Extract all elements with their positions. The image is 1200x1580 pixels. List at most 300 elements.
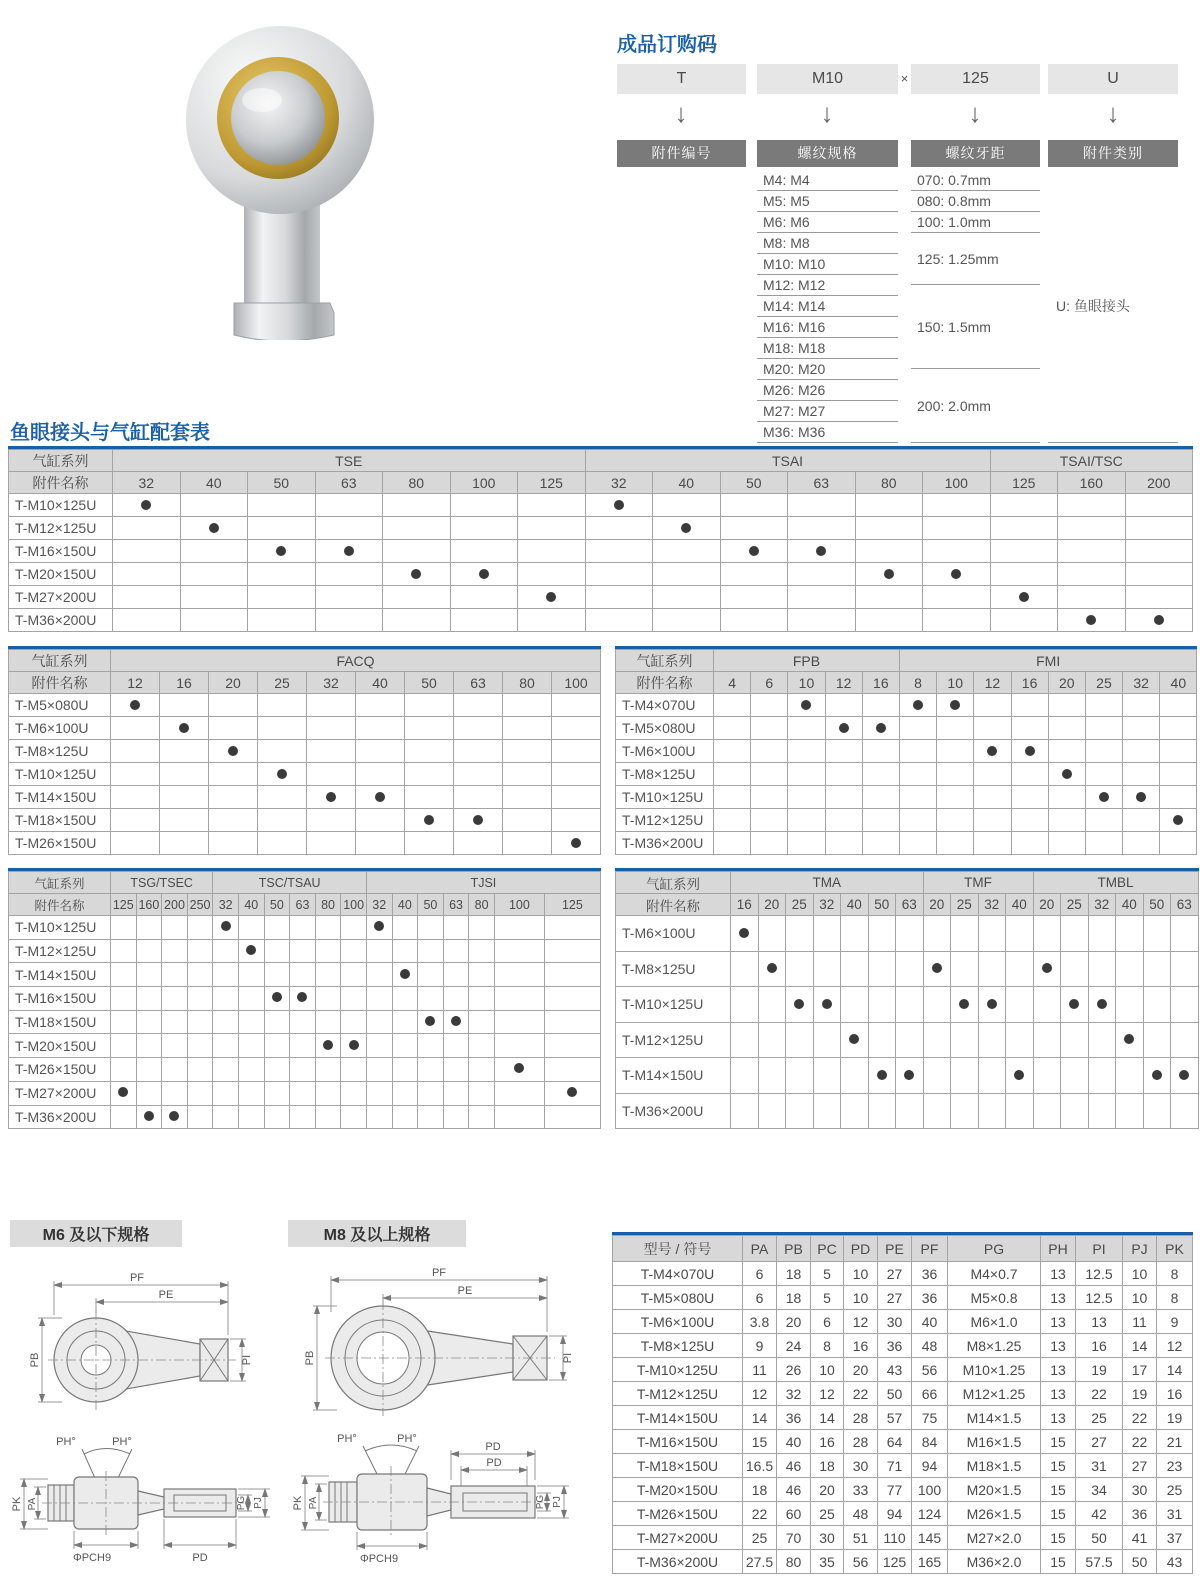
dimension-value: 56 (844, 1550, 878, 1574)
row-label: T-M10×125U (616, 987, 731, 1023)
matrix-cell (862, 717, 899, 740)
matrix-cell (160, 740, 209, 763)
matrix-cell (1125, 563, 1193, 586)
bore-size-header: 40 (356, 672, 405, 694)
matrix-cell (896, 1093, 924, 1129)
dimension-table (612, 1232, 1193, 1574)
compatibility-dot (130, 700, 140, 710)
matrix-cell (290, 939, 316, 963)
row-label: T-M18×150U (9, 809, 111, 832)
matrix-cell (315, 963, 341, 987)
bore-size-header: 125 (111, 894, 137, 916)
dimension-value: 36 (1123, 1502, 1157, 1526)
matrix-cell (136, 963, 162, 987)
matrix-cell (503, 740, 552, 763)
matrix-cell (136, 987, 162, 1011)
matrix-cell (264, 987, 290, 1011)
matrix-cell (160, 717, 209, 740)
bore-size-header: 40 (841, 894, 869, 916)
matrix-cell (1160, 832, 1197, 855)
table-row (616, 717, 1197, 740)
bore-size-header: 63 (290, 894, 316, 916)
dim-label: ΦPCH9 (359, 1553, 399, 1565)
matrix-cell (1171, 987, 1199, 1023)
matrix-cell (111, 809, 160, 832)
matrix-cell (1116, 916, 1144, 952)
table-row (9, 1081, 601, 1105)
bore-size-header: 50 (248, 472, 316, 494)
dimension-table-grid (612, 1235, 1193, 1574)
matrix-cell (951, 987, 979, 1023)
table-row (613, 1382, 1193, 1406)
bore-size-header: 32 (1088, 894, 1116, 916)
dim-label: PI (241, 1354, 253, 1366)
matrix-cell (923, 517, 991, 540)
compatibility-dot (425, 1016, 435, 1026)
compatibility-dot (209, 523, 219, 533)
matrix-cell (974, 694, 1011, 717)
row-label: T-M10×125U (9, 763, 111, 786)
matrix-cell (990, 586, 1058, 609)
matrix-cell (1085, 694, 1122, 717)
compatibility-dot (276, 546, 286, 556)
bore-size-header: 25 (1061, 894, 1089, 916)
bore-size-header: 63 (315, 472, 383, 494)
matrix-cell (1061, 1058, 1089, 1094)
matrix-cell (868, 951, 896, 987)
matrix-cell (469, 987, 495, 1011)
matrix-cell (974, 786, 1011, 809)
matrix-cell (786, 1022, 814, 1058)
compatibility-dot (479, 569, 489, 579)
dimension-value: M5×0.8 (948, 1286, 1041, 1310)
matrix-cell (786, 987, 814, 1023)
pitch-item: 080: 0.8mm (911, 191, 1040, 212)
dimension-value: 12.5 (1076, 1262, 1123, 1286)
dimension-value: 56 (912, 1358, 948, 1382)
matrix-cell (758, 987, 786, 1023)
matrix-cell (111, 763, 160, 786)
matrix-cell (1116, 1022, 1144, 1058)
compatibility-dot (1019, 592, 1029, 602)
matrix-cell (1058, 517, 1126, 540)
model-cell: T-M20×150U (613, 1478, 743, 1502)
matrix-cell (315, 517, 383, 540)
matrix-cell (923, 987, 951, 1023)
matrix-cell (1058, 563, 1126, 586)
matrix-cell (315, 1081, 341, 1105)
matrix-cell (1143, 951, 1171, 987)
matrix-cell (187, 987, 213, 1011)
matrix-cell (841, 987, 869, 1023)
dimension-value: 50 (1123, 1550, 1157, 1574)
matrix-cell (1088, 987, 1116, 1023)
matrix-cell (1058, 609, 1126, 632)
matrix-cell (518, 563, 586, 586)
compatibility-dot (876, 723, 886, 733)
bore-size-header: 40 (180, 472, 248, 494)
dimension-value: 125 (878, 1550, 912, 1574)
model-cell: T-M14×150U (613, 1406, 743, 1430)
matrix-cell (731, 1022, 759, 1058)
matrix-cell (788, 494, 856, 517)
dimension-value: 10 (844, 1286, 878, 1310)
matrix-cell (111, 1010, 137, 1034)
matrix-cell (1125, 609, 1193, 632)
compatibility-dot (932, 963, 942, 973)
matrix-cell (974, 809, 1011, 832)
matrix-cell (751, 832, 788, 855)
series-group-header: TMBL (1033, 872, 1198, 894)
matrix-cell (136, 1105, 162, 1129)
series-group-header: TMF (923, 872, 1033, 894)
bore-size-header: 100 (494, 894, 544, 916)
matrix-cell (825, 763, 862, 786)
matrix-cell (1160, 717, 1197, 740)
bore-size-header: 16 (731, 894, 759, 916)
matrix-cell (392, 1058, 418, 1082)
matrix-cell (356, 717, 405, 740)
table-row (9, 540, 1193, 563)
dimension-value: 26 (777, 1358, 811, 1382)
matrix-cell (443, 1081, 469, 1105)
compatibility-dot (1069, 999, 1079, 1009)
matrix-cell (714, 763, 751, 786)
matrix-cell (264, 1058, 290, 1082)
matrix-cell (731, 1093, 759, 1129)
dimension-value: 40 (912, 1310, 948, 1334)
dimension-value: 15 (1041, 1430, 1076, 1454)
thread-spec-item: M5: M5 (757, 191, 898, 212)
dimension-value: 34 (1076, 1478, 1123, 1502)
matrix-cell (786, 951, 814, 987)
matrix-cell (248, 563, 316, 586)
matrix-cell (450, 563, 518, 586)
table-row (613, 1310, 1193, 1334)
table-row (9, 786, 601, 809)
matrix-cell (868, 987, 896, 1023)
matrix-cell (209, 809, 258, 832)
matrix-cell (518, 517, 586, 540)
bore-size-header: 20 (1033, 894, 1061, 916)
bore-size-header: 32 (366, 894, 392, 916)
code-part-thread: M10 (757, 64, 898, 94)
dimension-value: M27×2.0 (948, 1526, 1041, 1550)
matrix-cell (1160, 763, 1197, 786)
matrix-cell (585, 517, 653, 540)
matrix-cell (213, 939, 239, 963)
dim-label: PH° (397, 1433, 417, 1445)
dimension-value: 9 (1157, 1310, 1193, 1334)
series-group-header: TSE (113, 450, 586, 472)
dimension-value: 37 (1157, 1526, 1193, 1550)
matrix-cell (990, 540, 1058, 563)
matrix-cell (923, 1058, 951, 1094)
compatibility-dot (400, 969, 410, 979)
bore-size-header: 63 (788, 472, 856, 494)
matrix-cell (923, 586, 991, 609)
bore-header-row (616, 672, 1197, 694)
matrix-cell (162, 1010, 188, 1034)
matrix-cell (788, 763, 825, 786)
compatibility-dot (1062, 769, 1072, 779)
matrix-cell (162, 1034, 188, 1058)
matrix-cell (841, 916, 869, 952)
matrix-cell (111, 1081, 137, 1105)
accessory-type-note: U: 鱼眼接头 (1048, 170, 1178, 443)
matrix-cell (187, 916, 213, 940)
matrix-cell (187, 939, 213, 963)
series-group-header: TSG/TSEC (111, 872, 213, 894)
row-label: T-M16×150U (9, 540, 113, 563)
group-header-row (9, 650, 601, 672)
matrix-cell (180, 609, 248, 632)
dimension-value: M10×1.25 (948, 1358, 1041, 1382)
dimension-value: 64 (878, 1430, 912, 1454)
matrix-cell (1048, 832, 1085, 855)
dimension-value: M20×1.5 (948, 1478, 1041, 1502)
matrix-cell (788, 563, 856, 586)
matrix-cell (896, 1022, 924, 1058)
matrix-cell (454, 786, 503, 809)
matrix-cell (264, 1034, 290, 1058)
bore-size-header: 20 (209, 672, 258, 694)
dimension-value: 13 (1041, 1286, 1076, 1310)
table-row (613, 1286, 1193, 1310)
row-label: T-M18×150U (9, 1010, 111, 1034)
dim-label: PK (292, 1495, 304, 1511)
corner-accessory-label: 附件名称 (9, 472, 113, 494)
dim-label: PG (535, 1494, 546, 1510)
dimension-value: 5 (811, 1286, 844, 1310)
matrix-cell (113, 517, 181, 540)
dim-label: PK (11, 1496, 23, 1512)
matrix-cell (855, 494, 923, 517)
matrix-cell (974, 763, 1011, 786)
matrix-cell (896, 1058, 924, 1094)
matrix-cell (315, 1034, 341, 1058)
matrix-cell (1085, 786, 1122, 809)
bore-size-header: 125 (544, 894, 600, 916)
matrix-cell (258, 740, 307, 763)
matrix-cell (1006, 916, 1034, 952)
bore-header-row (9, 472, 1193, 494)
dimension-value: 27.5 (743, 1550, 777, 1574)
matrix-cell (162, 1105, 188, 1129)
matrix-cell (788, 517, 856, 540)
table-row (613, 1262, 1193, 1286)
row-label: T-M36×200U (9, 1105, 111, 1129)
bore-size-header: 10 (788, 672, 825, 694)
matrix-cell (418, 916, 444, 940)
matrix-cell (356, 740, 405, 763)
down-arrow-icon: ↓ (968, 98, 982, 128)
table-row (9, 494, 1193, 517)
bore-size-header: 8 (899, 672, 936, 694)
dimension-value: M6×1.0 (948, 1310, 1041, 1334)
pitch-item: 070: 0.7mm (911, 170, 1040, 191)
matrix-cell (454, 763, 503, 786)
matrix-cell (418, 1010, 444, 1034)
matrix-cell (896, 951, 924, 987)
matrix-cell (180, 563, 248, 586)
matrix-cell (503, 694, 552, 717)
matrix-cell (841, 1022, 869, 1058)
dimension-value: 43 (1157, 1550, 1193, 1574)
model-cell: T-M4×070U (613, 1262, 743, 1286)
matrix-cell (111, 987, 137, 1011)
table-row (9, 832, 601, 855)
matrix-cell (392, 1034, 418, 1058)
compatibility-dot (571, 838, 581, 848)
model-cell: T-M5×080U (613, 1286, 743, 1310)
rod-end-photo-graphic (140, 8, 420, 340)
matrix-cell (341, 1034, 367, 1058)
matrix-cell (315, 1058, 341, 1082)
matrix-cell (1088, 1093, 1116, 1129)
compatibility-dot (904, 1070, 914, 1080)
matrix-cell (469, 1034, 495, 1058)
series-group-header: TSAI/TSC (990, 450, 1193, 472)
matrix-cell (788, 586, 856, 609)
matrix-cell (162, 916, 188, 940)
thread-spec-item: M27: M27 (757, 401, 898, 422)
dimension-value: M16×1.5 (948, 1430, 1041, 1454)
matrix-cell (209, 740, 258, 763)
pitch-item: 200: 2.0mm (911, 369, 1040, 443)
table-row (9, 586, 1193, 609)
compatibility-dot (514, 1063, 524, 1073)
thread-spec-list (757, 170, 898, 443)
matrix-cell (751, 694, 788, 717)
matrix-cell (1171, 1058, 1199, 1094)
matrix-cell (825, 694, 862, 717)
matrix-cell (113, 563, 181, 586)
matrix-cell (862, 694, 899, 717)
row-label: T-M8×125U (9, 740, 111, 763)
compatibility-matrix (615, 871, 1199, 1129)
matrix-cell (1116, 1093, 1144, 1129)
dimension-value: 36 (878, 1334, 912, 1358)
dimension-value: 46 (777, 1454, 811, 1478)
matrix-cell (494, 987, 544, 1011)
matrix-cell (788, 832, 825, 855)
dimension-value: 18 (777, 1262, 811, 1286)
table-row (613, 1550, 1193, 1574)
table-row (616, 786, 1197, 809)
matrix-cell (238, 916, 264, 940)
matrix-cell (356, 763, 405, 786)
table-row (9, 1105, 601, 1129)
matrix-cell (392, 987, 418, 1011)
compatibility-dot (849, 1034, 859, 1044)
bore-size-header: 20 (923, 894, 951, 916)
matrix-cell (544, 1105, 600, 1129)
matrix-cell (162, 1081, 188, 1105)
dimension-value: M36×2.0 (948, 1550, 1041, 1574)
matrix-cell (418, 987, 444, 1011)
dimension-value: 60 (777, 1502, 811, 1526)
dimension-value: 80 (777, 1550, 811, 1574)
matrix-cell (383, 517, 451, 540)
compatibility-dot (169, 1111, 179, 1121)
compatibility-matrix (8, 449, 1193, 632)
model-cell: T-M18×150U (613, 1454, 743, 1478)
matrix-cell (990, 494, 1058, 517)
matrix-cell (264, 1105, 290, 1129)
matrix-cell (1125, 586, 1193, 609)
bore-size-header: 40 (238, 894, 264, 916)
dimension-value: 5 (811, 1262, 844, 1286)
model-cell: T-M6×100U (613, 1310, 743, 1334)
matrix-cell (1048, 740, 1085, 763)
bore-size-header: 50 (418, 894, 444, 916)
matrix-cell (454, 694, 503, 717)
matrix-cell (841, 1093, 869, 1129)
matrix-cell (1011, 740, 1048, 763)
compatibility-dot (344, 546, 354, 556)
matrix-cell (899, 786, 936, 809)
matrix-cell (1116, 951, 1144, 987)
compatibility-matrix (8, 871, 601, 1129)
corner-series-label: 气缸系列 (616, 872, 731, 894)
row-label: T-M27×200U (9, 1081, 111, 1105)
thread-spec-item: M18: M18 (757, 338, 898, 359)
matrix-cell (405, 809, 454, 832)
matrix-cell (162, 963, 188, 987)
dimension-value: 13 (1041, 1358, 1076, 1382)
matrix-cell (418, 939, 444, 963)
bore-size-header: 25 (1085, 672, 1122, 694)
compatibility-dot (272, 992, 282, 1002)
matrix-cell (974, 717, 1011, 740)
matrix-cell (418, 963, 444, 987)
dimension-value: 15 (1041, 1478, 1076, 1502)
matrix-cell (1088, 1022, 1116, 1058)
matrix-cell (1085, 763, 1122, 786)
row-label: T-M36×200U (9, 609, 113, 632)
section-title-ordering: 成品订购码 (617, 33, 717, 56)
compatibility-dot (801, 700, 811, 710)
matrix-cell (1123, 786, 1160, 809)
matrix-cell (825, 740, 862, 763)
matrix-cell (315, 939, 341, 963)
matrix-cell (653, 494, 721, 517)
matrix-cell (855, 586, 923, 609)
row-label: T-M14×150U (616, 1058, 731, 1094)
dimension-value: 16 (1157, 1382, 1193, 1406)
column-header: PG (948, 1236, 1041, 1262)
table-row (9, 1034, 601, 1058)
dimension-value: 41 (1123, 1526, 1157, 1550)
compatibility-dot (959, 999, 969, 1009)
bore-size-header: 50 (720, 472, 788, 494)
compatibility-dot (1042, 963, 1052, 973)
dim-label: PA (27, 1497, 38, 1511)
matrix-cell (825, 832, 862, 855)
matrix-cell (899, 809, 936, 832)
matrix-cell (136, 1034, 162, 1058)
matrix-cell (405, 694, 454, 717)
bore-size-header: 200 (162, 894, 188, 916)
matrix-cell (1088, 951, 1116, 987)
column-header: PH (1041, 1236, 1076, 1262)
dim-label: PG (236, 1495, 247, 1511)
dimension-value: 84 (912, 1430, 948, 1454)
dim-label: PF (431, 1267, 447, 1279)
matrix-cell (896, 916, 924, 952)
matrix-cell (751, 763, 788, 786)
